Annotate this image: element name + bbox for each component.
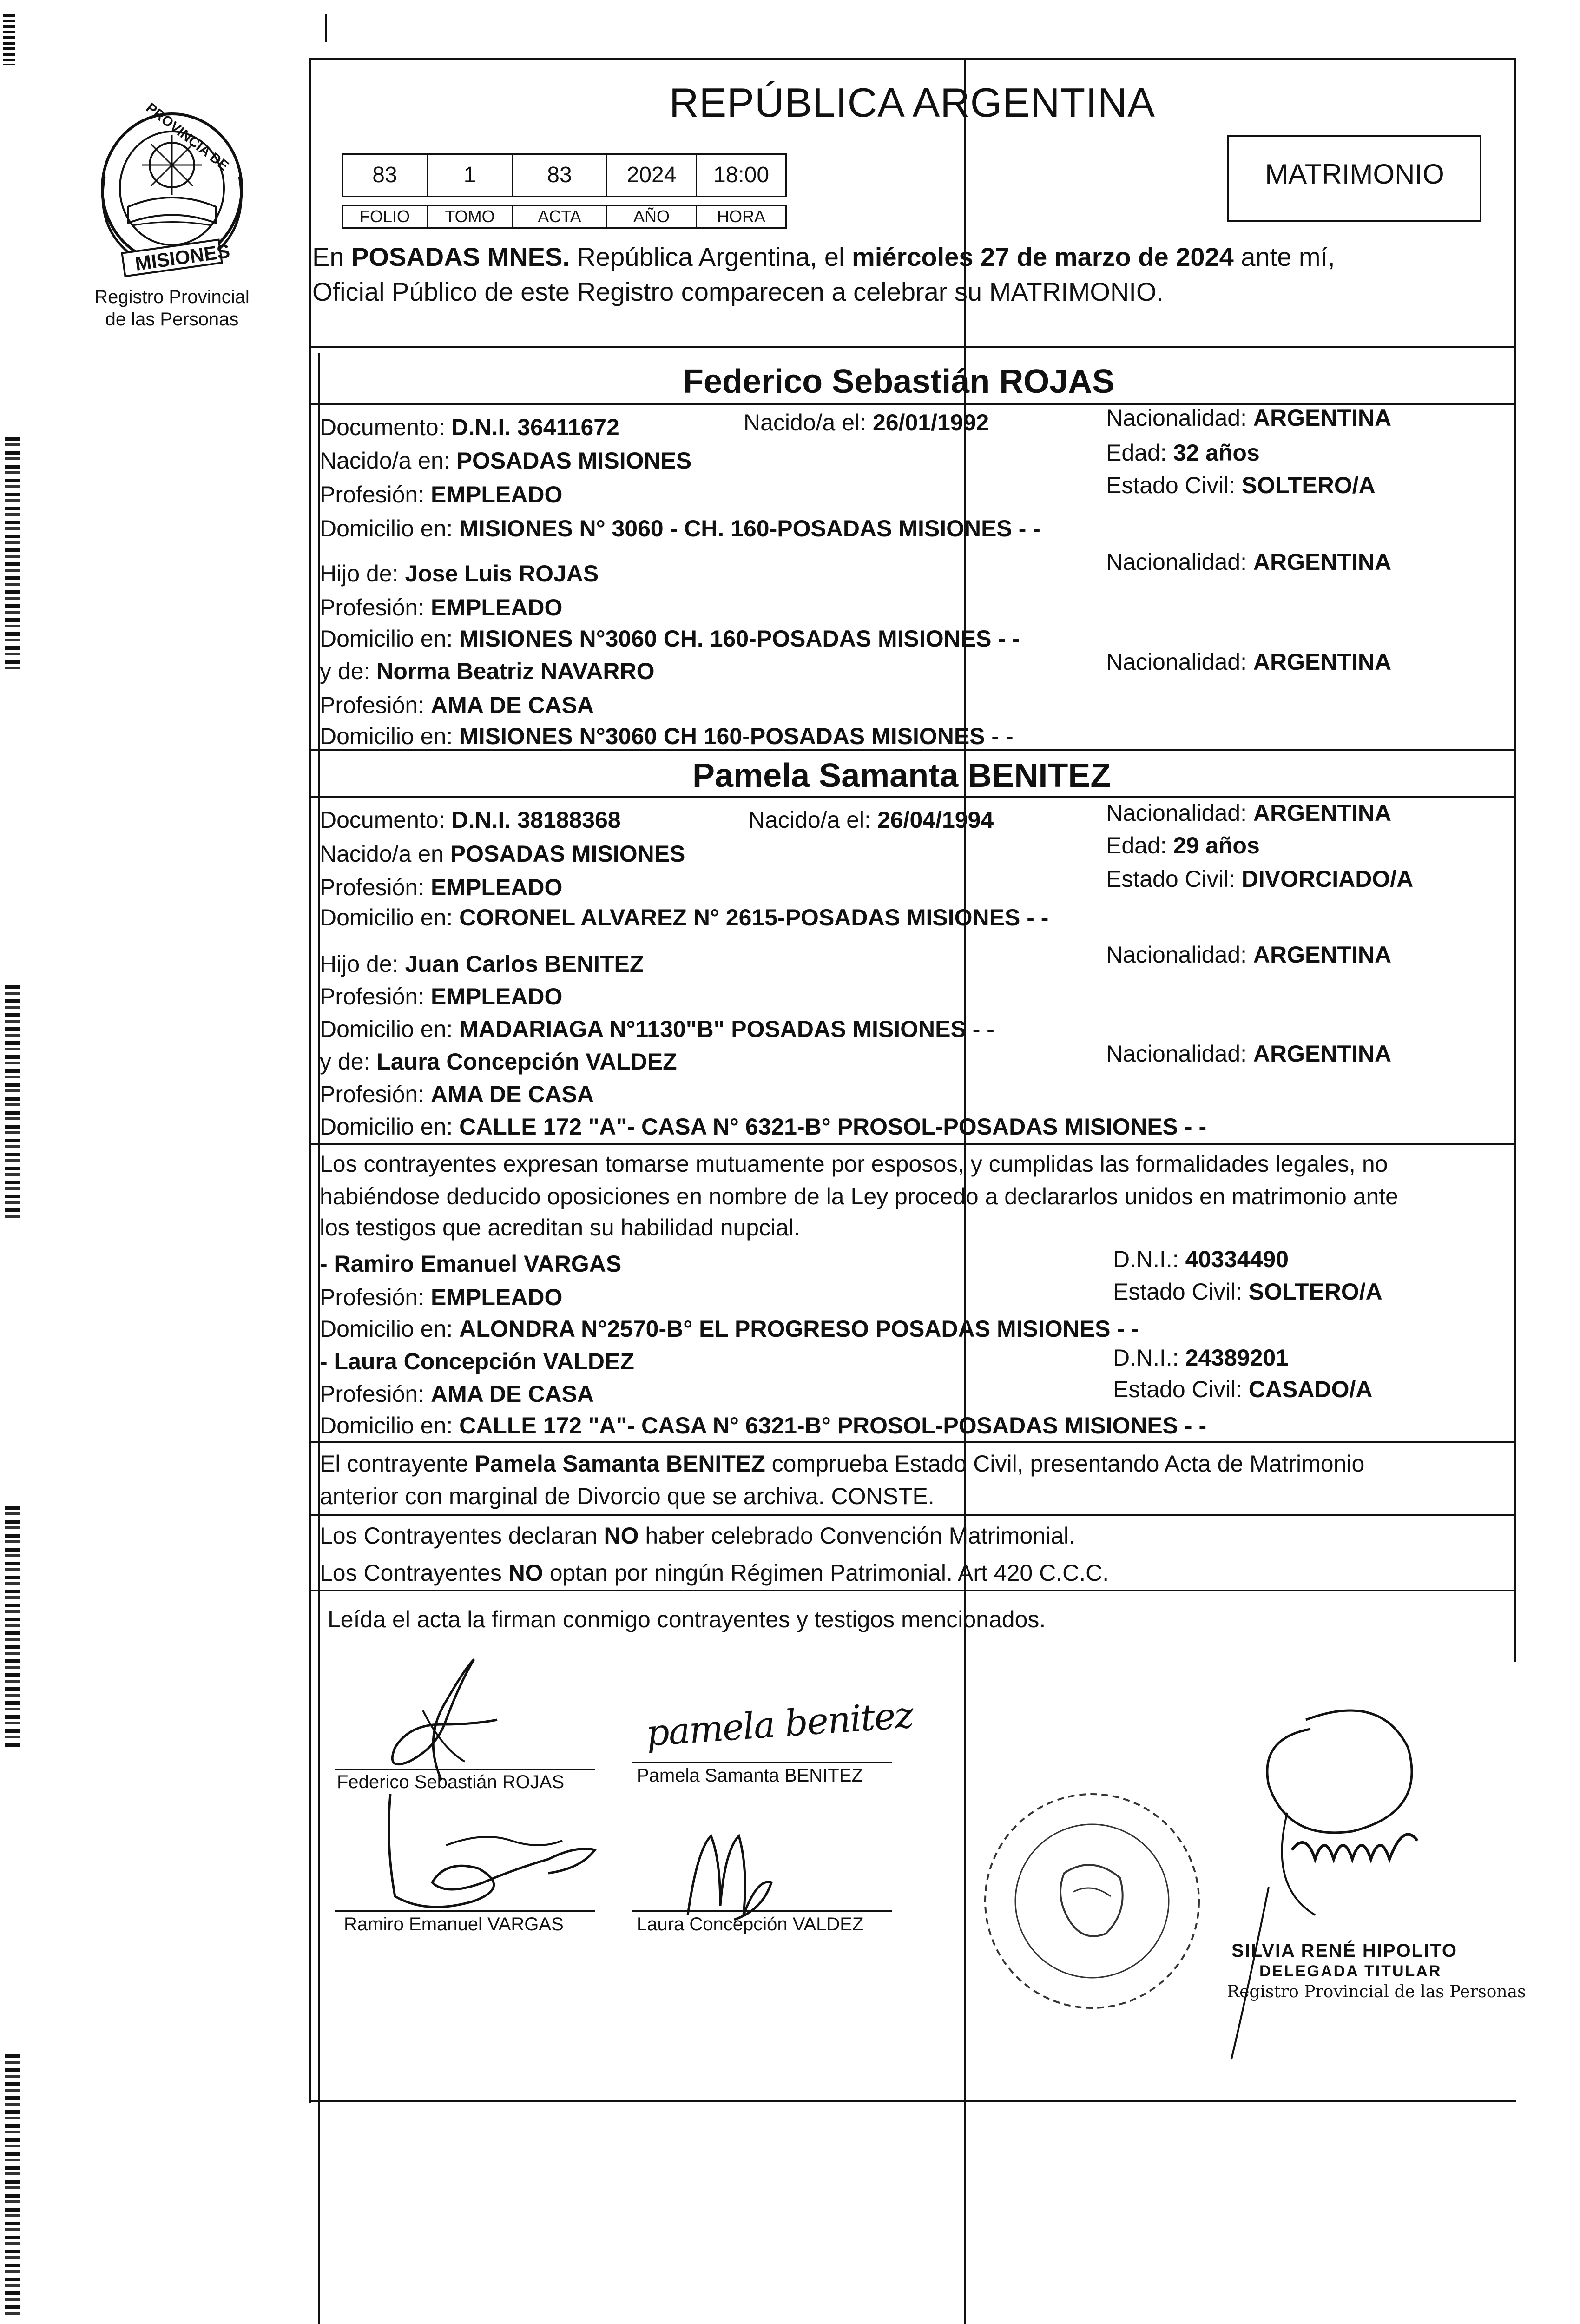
witness2-dni: D.N.I.: 24389201 [1113,1345,1289,1371]
top-tick [325,14,327,42]
witness1-sig-line [335,1910,595,1912]
bride-father: Hijo de: Juan Carlos BENITEZ [320,951,644,977]
frame-top [309,58,1516,60]
groom-civil-status: Estado Civil: SOLTERO/A [1106,472,1376,498]
groom-sig-line [335,1769,595,1770]
page-title: REPÚBLICA ARGENTINA [669,79,1155,125]
divider-bride-top [309,749,1516,751]
bride-mother-address: Domicilio en: CALLE 172 "A"- CASA N° 6321-B° PROSOL-POSADAS MISIONES - - [320,1114,1207,1140]
note2: Los Contrayentes declaran NO haber celebrado Convención Matrimonial. [320,1523,1075,1549]
folio-caption: FOLIO [342,205,428,229]
bride-nationality: Nacionalidad: ARGENTINA [1106,800,1392,826]
registry-seal [91,100,253,284]
intro-line2: Oficial Público de este Registro comparecen a celebrar su MATRIMONIO. [312,277,1164,306]
groom-age: Edad: 32 años [1106,440,1260,466]
groom-father-address: Domicilio en: MISIONES N°3060 CH. 160-POSADAS MISIONES - - [320,626,1020,652]
bride-born: Nacido/a el: 26/04/1994 [748,807,994,833]
acta-caption: ACTA [512,205,607,229]
anio-caption: AÑO [606,205,697,229]
bride-father-address: Domicilio en: MADARIAGA N°1130"B" POSADAS MISIONES - - [320,1016,994,1042]
seal-text-top: PROVINCIA DE [143,100,232,174]
declaration-line1: Los contrayentes expresan tomarse mutuamente por esposos, y cumplidas las formalidades legales, no [320,1151,1388,1177]
witness2-civil-status: Estado Civil: CASADO/A [1113,1376,1373,1402]
witness2-sig-line [632,1910,892,1912]
groom-father-profession: Profesión: EMPLEADO [320,594,563,621]
note1-line1: El contrayente Pamela Samanta BENITEZ comprueba Estado Civil, presentando Acta de Matrimonio [320,1451,1365,1477]
frame-bottom [309,2100,1516,2102]
bride-father-profession: Profesión: EMPLEADO [320,984,563,1010]
bride-sig-line [632,1762,892,1763]
groom-mother: y de: Norma Beatriz NAVARRO [320,658,655,684]
acta-value: 83 [512,153,607,197]
divider-bride-name [309,796,1516,798]
witness1-dni: D.N.I.: 40334490 [1113,1246,1289,1272]
declaration-line2: habiéndose deducido oposiciones en nombre de la Ley procedo a declararlos unidos en matrimonio ante [320,1183,1398,1209]
witness1-address: Domicilio en: ALONDRA N°2570-B° EL PROGRESO POSADAS MISIONES - - [320,1316,1139,1342]
witness2-sig-caption: Laura Concepción VALDEZ [637,1914,864,1934]
divider-closing [309,1590,1516,1591]
registry-name-line2: de las Personas [105,309,239,330]
groom-signature [367,1655,507,1787]
witness2-address: Domicilio en: CALLE 172 "A"- CASA N° 6321-B° PROSOL-POSADAS MISIONES - - [320,1413,1207,1439]
frame-right [1514,58,1516,1662]
scan-marks [0,0,28,2324]
note1-line2: anterior con marginal de Divorcio que se archiva. CONSTE. [320,1483,935,1509]
note3: Los Contrayentes NO optan por ningún Régimen Patrimonial. Art 420 C.C.C. [320,1560,1109,1586]
witness1-name: - Ramiro Emanuel VARGAS [320,1251,622,1277]
seal-text-bottom: MISIONES [133,239,231,275]
groom-birthplace: Nacido/a en: POSADAS MISIONES [320,448,692,474]
bride-civil-status: Estado Civil: DIVORCIADO/A [1106,866,1414,892]
groom-name: Federico Sebastián ROJAS [683,363,1115,400]
witness1-civil-status: Estado Civil: SOLTERO/A [1113,1279,1382,1305]
bride-name: Pamela Samanta BENITEZ [692,757,1111,794]
folio-value: 83 [342,153,428,197]
bride-signature: pamela benitez [645,1694,915,1755]
groom-nationality: Nacionalidad: ARGENTINA [1106,405,1392,431]
divider-groom-top [309,346,1516,348]
groom-mother-address: Domicilio en: MISIONES N°3060 CH 160-POSADAS MISIONES - - [320,723,1014,749]
witness1-profession: Profesión: EMPLEADO [320,1284,563,1310]
intro-place: POSADAS MNES. [351,242,570,271]
witness2-name: - Laura Concepción VALDEZ [320,1348,634,1374]
groom-sig-caption: Federico Sebastián ROJAS [337,1772,565,1792]
bride-mother-profession: Profesión: AMA DE CASA [320,1081,594,1107]
witness2-profession: Profesión: AMA DE CASA [320,1381,594,1407]
groom-mother-profession: Profesión: AMA DE CASA [320,692,594,718]
closing-text: Leída el acta la firman conmigo contrayentes y testigos mencionados. [328,1606,1046,1632]
hora-caption: HORA [696,205,787,229]
bride-father-nationality: Nacionalidad: ARGENTINA [1106,942,1392,968]
witness1-sig-caption: Ramiro Emanuel VARGAS [344,1914,564,1934]
divider-notes-top [309,1441,1516,1443]
groom-address: Domicilio en: MISIONES N° 3060 - CH. 160-POSADAS MISIONES - - [320,515,1040,541]
witness1-signature [362,1789,604,1922]
registry-name-line1: Registro Provincial [94,287,250,307]
declaration-line3: los testigos que acreditan su habilidad nupcial. [320,1215,801,1241]
official-name: SILVIA RENÉ HIPOLITO [1231,1941,1457,1961]
official-role: DELEGADA TITULAR [1259,1962,1442,1980]
frame-left [309,58,311,2103]
groom-mother-nationality: Nacionalidad: ARGENTINA [1106,649,1392,675]
act-type: MATRIMONIO [1265,158,1444,190]
bride-sig-caption: Pamela Samanta BENITEZ [637,1765,863,1786]
divider-note2 [309,1514,1516,1516]
tomo-value: 1 [427,153,513,197]
bride-age: Edad: 29 años [1106,832,1260,858]
note1-person: Pamela Samanta BENITEZ [474,1451,765,1477]
tomo-caption: TOMO [427,205,513,229]
official-org: Registro Provincial de las Personas [1227,1982,1526,2001]
bride-birthplace: Nacido/a en POSADAS MISIONES [320,841,685,867]
registry-name [79,286,265,330]
intro-date: miércoles 27 de marzo de 2024 [851,242,1234,271]
intro-line1: En POSADAS MNES. República Argentina, el miércoles 27 de marzo de 2024 ante mí, [312,242,1335,271]
bride-mother-nationality: Nacionalidad: ARGENTINA [1106,1041,1392,1067]
bride-address: Domicilio en: CORONEL ALVAREZ N° 2615-POSADAS MISIONES - - [320,905,1049,931]
groom-father: Hijo de: Jose Luis ROJAS [320,561,599,587]
groom-profession: Profesión: EMPLEADO [320,482,563,508]
bride-mother: y de: Laura Concepción VALDEZ [320,1049,677,1075]
bride-profession: Profesión: EMPLEADO [320,874,563,900]
divider-declaration-top [309,1143,1516,1145]
anio-value: 2024 [606,153,697,197]
groom-born: Nacido/a el: 26/01/1992 [744,409,989,436]
groom-father-nationality: Nacionalidad: ARGENTINA [1106,549,1392,575]
groom-doc: Documento: D.N.I. 36411672 [320,414,619,440]
hora-value: 18:00 [696,153,787,197]
official-signature [1092,1692,1510,2075]
bride-doc: Documento: D.N.I. 38188368 [320,807,621,833]
